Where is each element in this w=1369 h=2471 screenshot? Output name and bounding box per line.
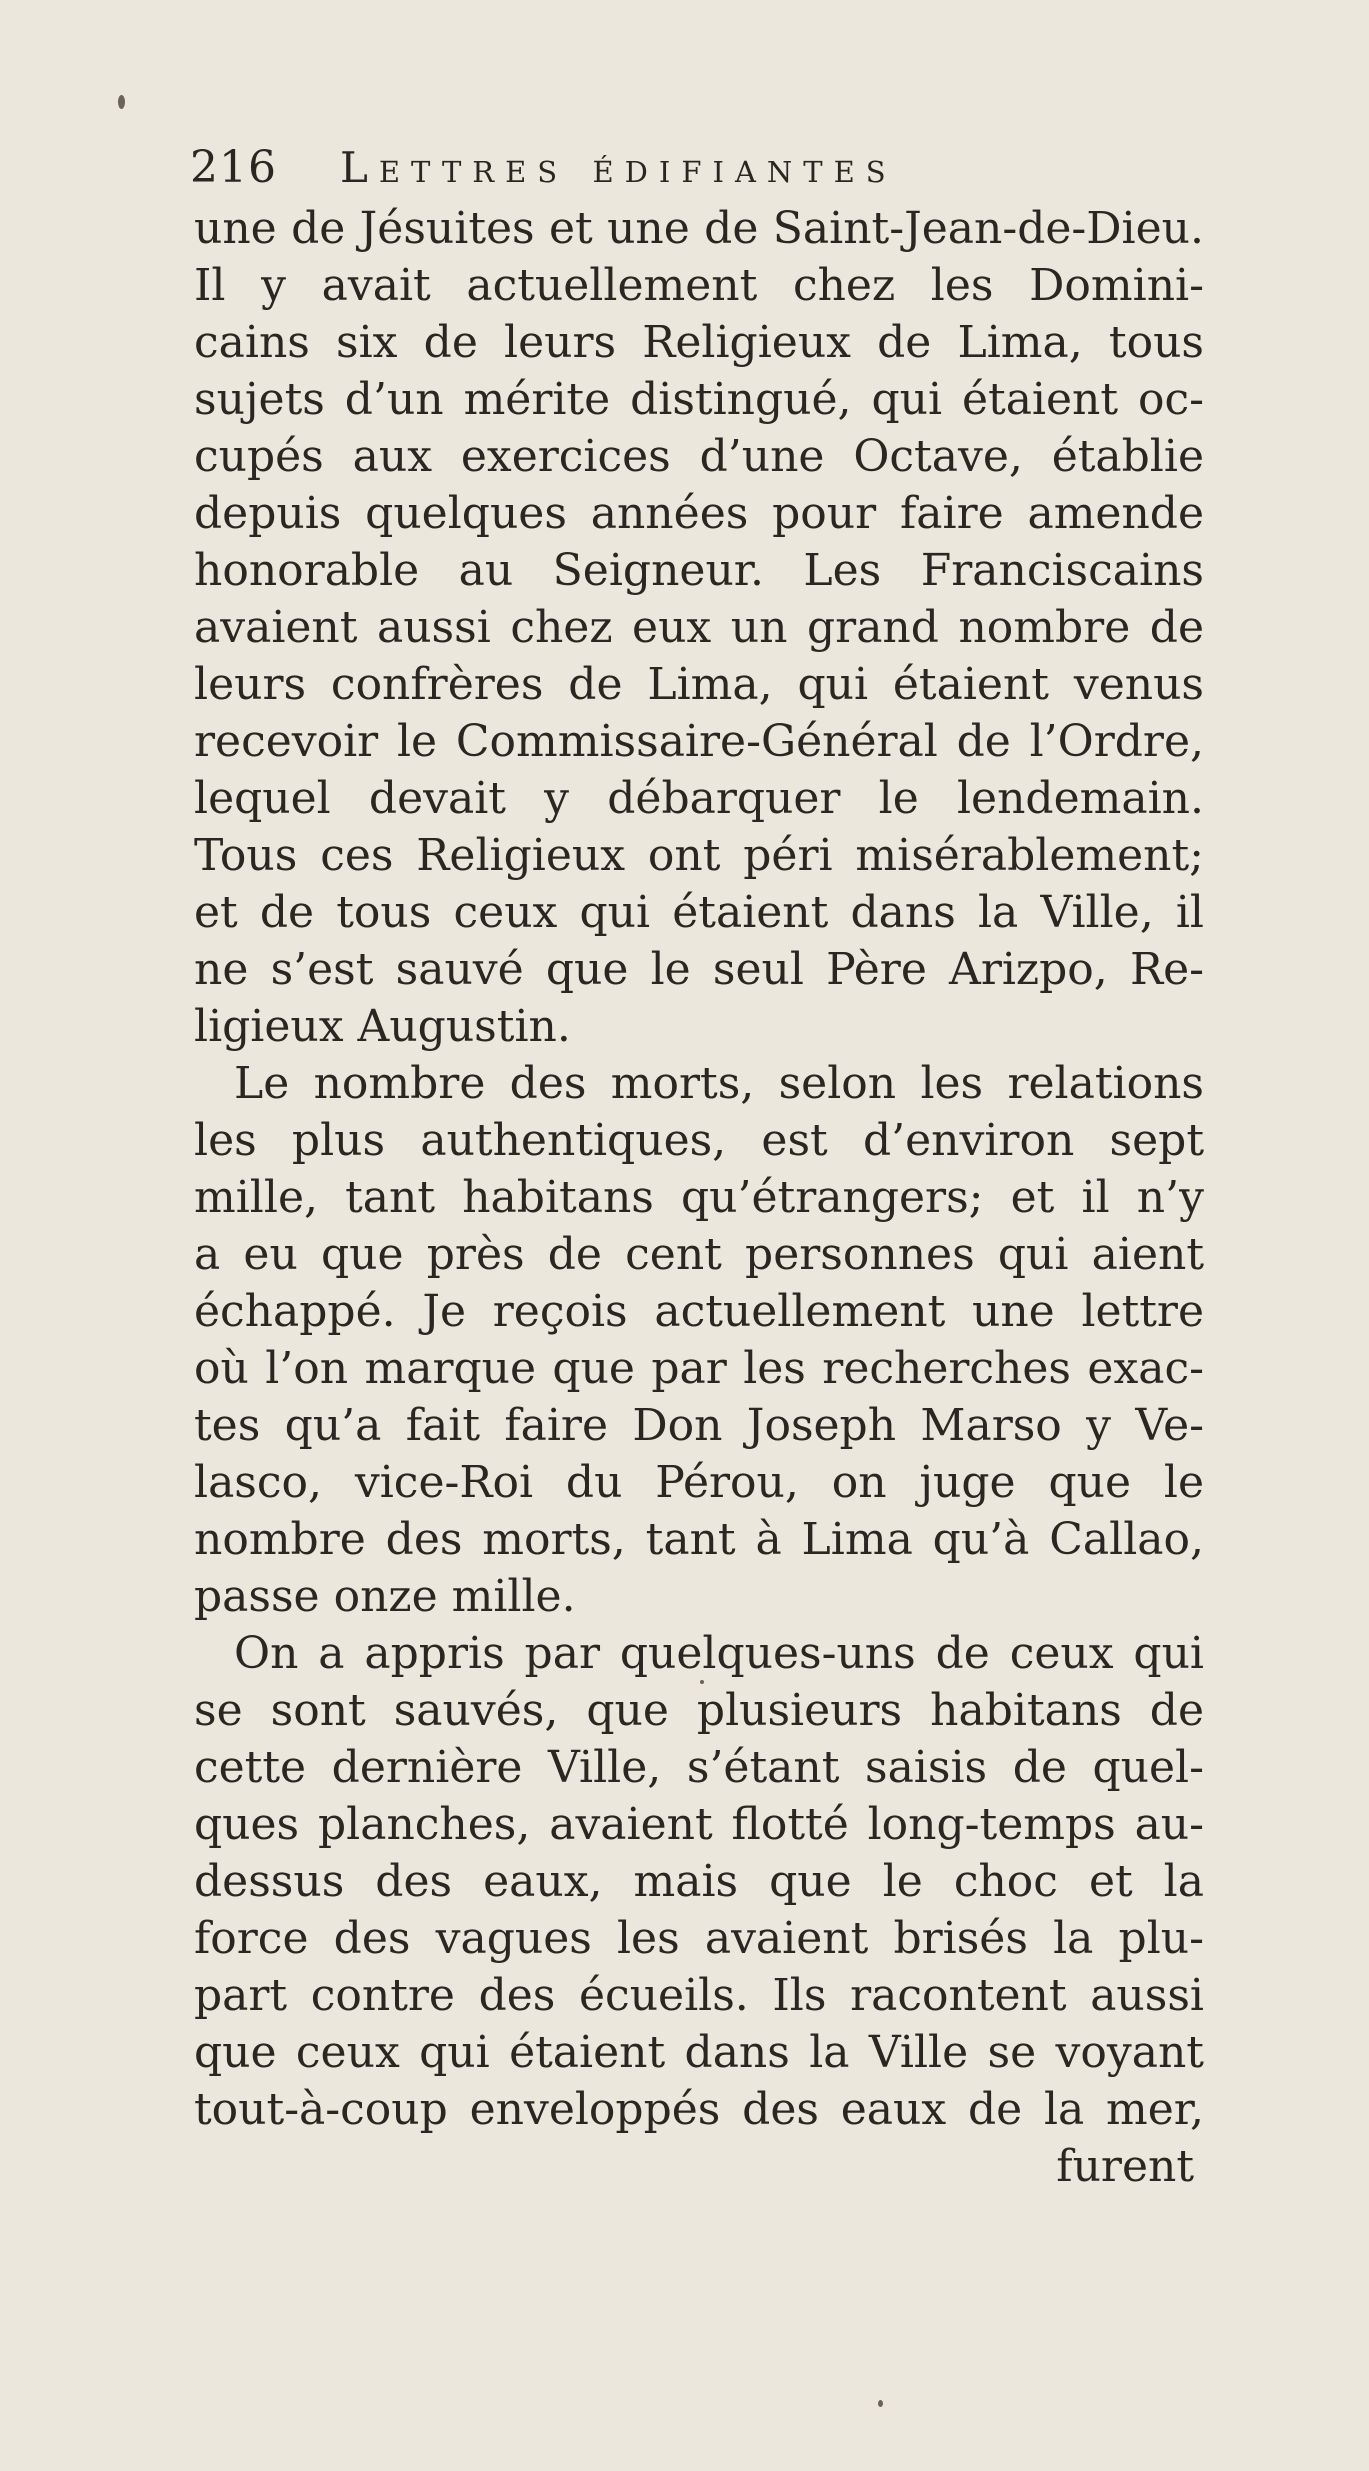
text-line: avaient aussi chez eux un grand nombre de (194, 602, 1204, 653)
text-line: sujets d’un mérite distingué, qui étaient oc- (194, 374, 1204, 425)
text-line: tout-à-coup enveloppés des eaux de la mer, (194, 2084, 1204, 2135)
text-line: cupés aux exercices d’une Octave, établie (194, 431, 1204, 482)
text-line: où l’on marque que par les recherches exac- (194, 1343, 1204, 1394)
running-title: Lettres édifiantes (340, 143, 897, 192)
text-line: Il y avait actuellement chez les Domini- (194, 260, 1204, 311)
text-line: lequel devait y débarquer le lendemain. (194, 773, 1204, 824)
text-line: cains six de leurs Religieux de Lima, tous (194, 317, 1204, 368)
text-line: cette dernière Ville, s’étant saisis de quel- (194, 1742, 1204, 1793)
text-line: force des vagues les avaient brisés la plu- (194, 1913, 1204, 1964)
text-line: part contre des écueils. Ils racontent aussi (194, 1970, 1204, 2021)
text-line: ligieux Augustin. (194, 1001, 571, 1052)
text-line: une de Jésuites et une de Saint-Jean-de-Dieu. (194, 203, 1204, 254)
text-line: échappé. Je reçois actuellement une lettre (194, 1286, 1204, 1337)
text-line: On a appris par quelques-uns de ceux qui (234, 1628, 1204, 1679)
text-line: Le nombre des morts, selon les relations (234, 1058, 1204, 1109)
running-header (190, 138, 1190, 198)
text-line: les plus authentiques, est d’environ sept (194, 1115, 1204, 1166)
text-line: a eu que près de cent personnes qui aient (194, 1229, 1204, 1280)
text-line: recevoir le Commissaire-Général de l’Ordre, (194, 716, 1204, 767)
text-line: et de tous ceux qui étaient dans la Ville, il (194, 887, 1204, 938)
text-line: tes qu’a fait faire Don Joseph Marso y Ve- (194, 1400, 1204, 1451)
text-line: passe onze mille. (194, 1571, 576, 1622)
text-line: que ceux qui étaient dans la Ville se voyant (194, 2027, 1204, 2078)
text-line: nombre des morts, tant à Lima qu’à Callao, (194, 1514, 1204, 1565)
text-line: honorable au Seigneur. Les Franciscains (194, 545, 1204, 596)
text-line: ne s’est sauvé que le seul Père Arizpo, Re- (194, 944, 1204, 995)
text-line: Tous ces Religieux ont péri misérablement; (194, 830, 1204, 881)
text-line: dessus des eaux, mais que le choc et la (194, 1856, 1204, 1907)
page-number: 216 (190, 142, 277, 193)
text-body (194, 200, 1204, 2195)
text-line: lasco, vice-Roi du Pérou, on juge que le (194, 1457, 1204, 1508)
text-line: ques planches, avaient flotté long-temps au- (194, 1799, 1204, 1850)
catchword: furent (1056, 2141, 1194, 2192)
text-line: mille, tant habitans qu’étrangers; et il n’y (194, 1172, 1204, 1223)
text-line: leurs confrères de Lima, qui étaient venus (194, 659, 1204, 710)
text-line: se sont sauvés, que plusieurs habitans de (194, 1685, 1204, 1736)
text-line: depuis quelques années pour faire amende (194, 488, 1204, 539)
